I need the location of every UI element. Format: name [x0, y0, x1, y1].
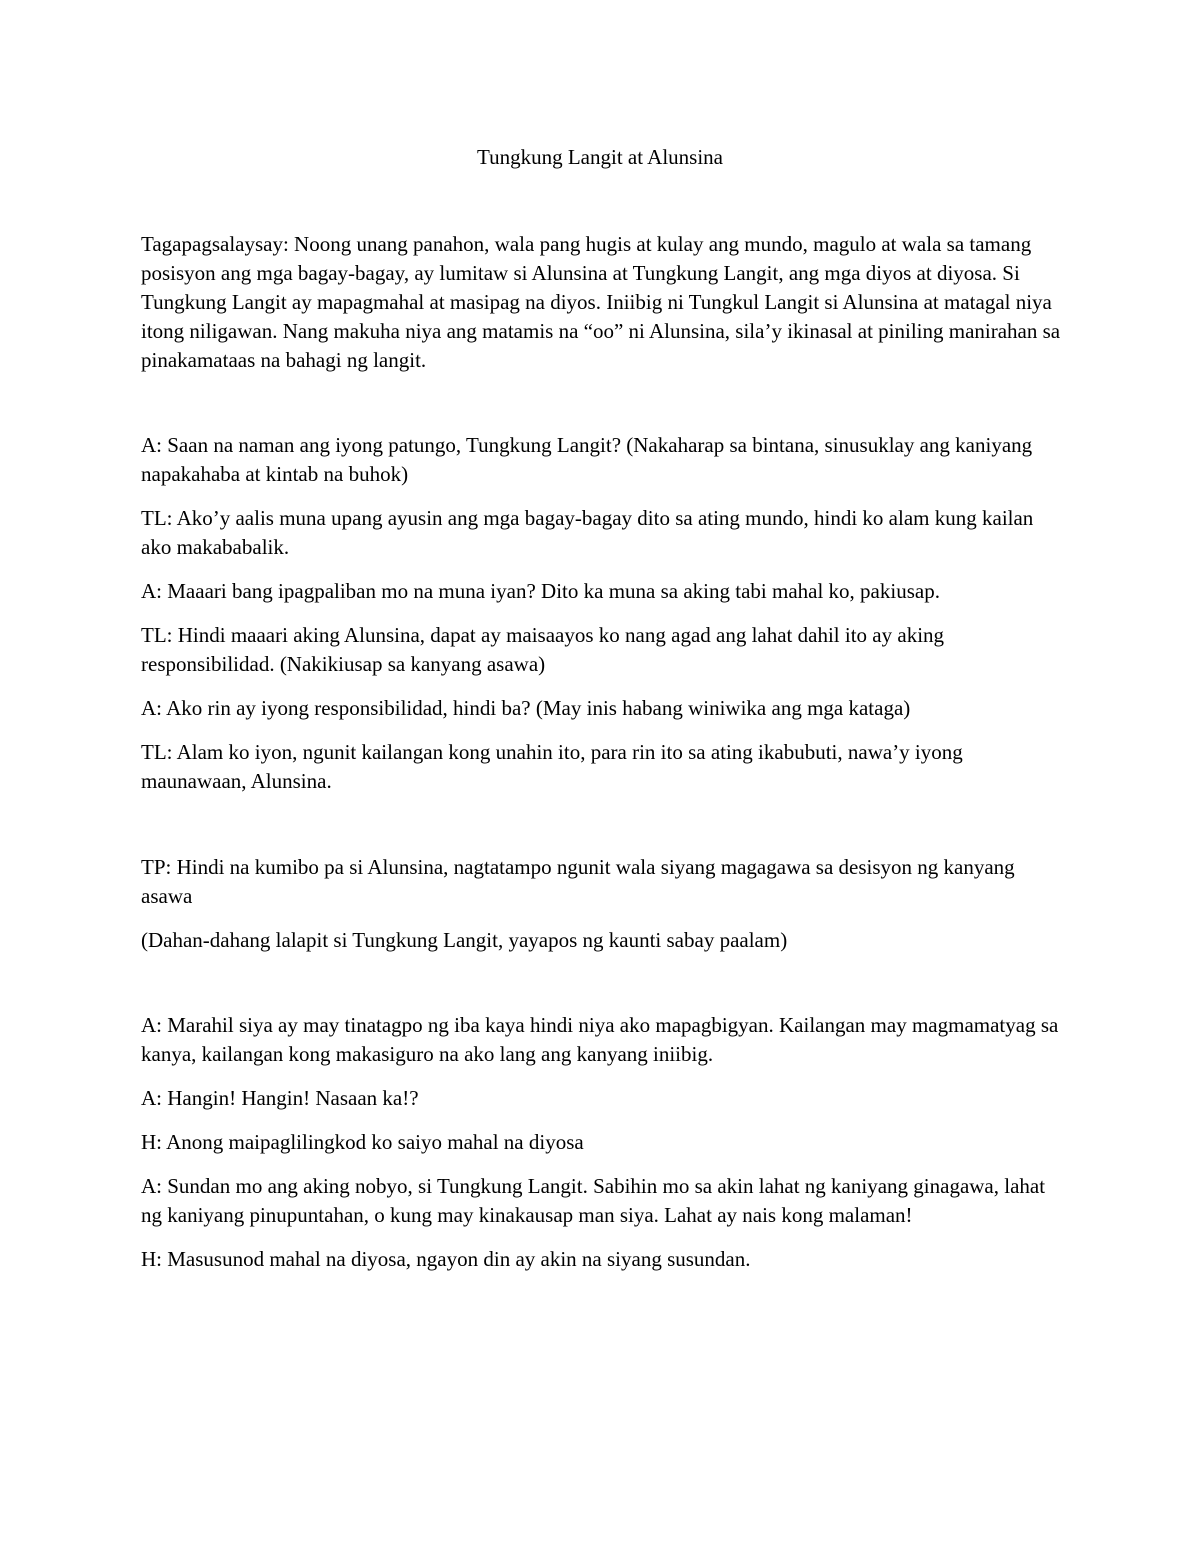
- dialogue-line: H: Anong maipaglilingkod ko saiyo mahal na diyosa: [141, 1130, 584, 1154]
- document-body: [141, 230, 1061, 1274]
- dialogue-line: A: Saan na naman ang iyong patungo, Tungkung Langit? (Nakaharap sa bintana, sinusuklay ang kaniyang napakahaba at kintab na buhok): [141, 433, 1033, 486]
- dialogue-line: TL: Ako’y aalis muna upang ayusin ang mga bagay-bagay dito sa ating mundo, hindi ko alam kung kailan ako makababalik.: [141, 506, 1034, 559]
- dialogue-line: H: Masusunod mahal na diyosa, ngayon din ay akin na siyang susundan.: [141, 1247, 751, 1271]
- intro-paragraph: Tagapagsalaysay: Noong unang panahon, wala pang hugis at kulay ang mundo, magulo at wala sa tamang posisyon ang mga bagay-bagay, ay lumitaw si Alunsina at Tungkung Langit, ang mga diyos at diyosa. Si Tungkung Langit ay mapagmahal at masipag na diyos. Iniibig ni Tungkul Langit si Alunsina at matagal niya itong niligawan. Nang makuha niya ang matamis na “oo” ni Alunsina, sila’y ikinasal at piniling manirahan sa pinakamataas na bahagi ng langit.: [141, 232, 1061, 372]
- dialogue-line: TL: Hindi maaari aking Alunsina, dapat ay maisaayos ko nang agad ang lahat dahil ito ay aking responsibilidad. (Nakikiusap sa kanyang asawa): [141, 623, 945, 676]
- narration-line: TP: Hindi na kumibo pa si Alunsina, nagtatampo ngunit wala siyang magagawa sa desisyon ng kanyang asawa: [141, 855, 1015, 908]
- document-title: Tungkung Langit at Alunsina: [477, 145, 723, 169]
- dialogue-line: TL: Alam ko iyon, ngunit kailangan kong unahin ito, para rin ito sa ating ikabubuti, nawa’y iyong maunawaan, Alunsina.: [141, 740, 963, 793]
- dialogue-line: A: Ako rin ay iyong responsibilidad, hindi ba? (May inis habang winiwika ang mga kataga): [141, 696, 911, 720]
- dialogue-line: A: Maaari bang ipagpaliban mo na muna iyan? Dito ka muna sa aking tabi mahal ko, pakiusap.: [141, 579, 940, 603]
- dialogue-line: A: Sundan mo ang aking nobyo, si Tungkung Langit. Sabihin mo sa akin lahat ng kaniyang ginagawa, lahat ng kaniyang pinupuntahan, o kung may kinakausap man siya. Lahat ay nais kong malaman!: [141, 1174, 1046, 1227]
- stage-direction: (Dahan-dahang lalapit si Tungkung Langit, yayapos ng kaunti sabay paalam): [141, 928, 788, 952]
- dialogue-line: A: Hangin! Hangin! Nasaan ka!?: [141, 1086, 419, 1110]
- dialogue-line: A: Marahil siya ay may tinatagpo ng iba kaya hindi niya ako mapagbigyan. Kailangan may magmamatyag sa kanya, kailangan kong makasiguro na ako lang ang kanyang iniibig.: [141, 1013, 1059, 1066]
